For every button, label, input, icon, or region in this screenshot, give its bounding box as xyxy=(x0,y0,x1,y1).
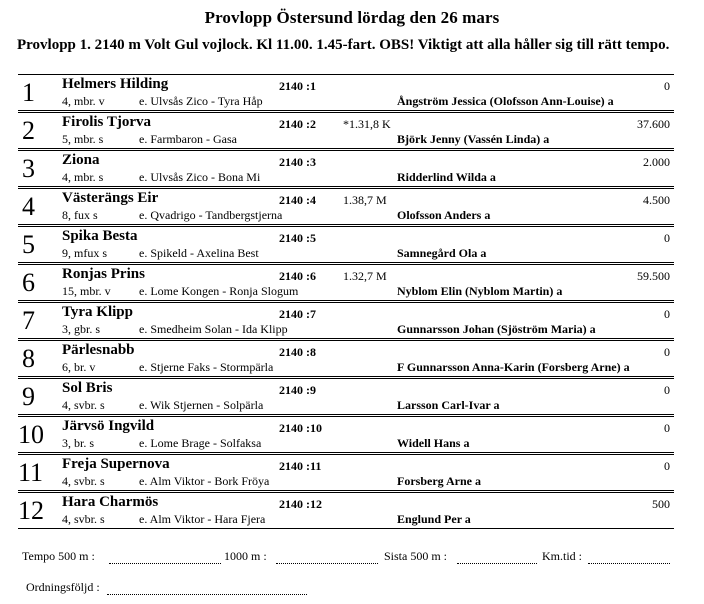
horse-name: Tyra Klipp xyxy=(62,304,133,320)
driver-name: Forsberg Arne a xyxy=(397,474,481,488)
horse-name: Hara Charmös xyxy=(62,494,159,510)
start-number: 3 xyxy=(22,154,35,183)
horse-name: Sol Bris xyxy=(62,380,113,396)
distance-post: 2140 :11 xyxy=(279,459,322,473)
pedigree: e. Wik Stjernen - Solpärla xyxy=(139,398,264,412)
tempo-1000-label: 1000 m : xyxy=(224,549,267,563)
earnings: 37.600 xyxy=(637,117,670,131)
horse-name: Ronjas Prins xyxy=(62,266,145,282)
earnings: 4.500 xyxy=(643,193,670,207)
horse-row xyxy=(18,264,674,301)
driver-name: Olofsson Anders a xyxy=(397,208,491,222)
start-list xyxy=(18,74,674,530)
horse-info: 3, br. s xyxy=(62,436,95,450)
start-number: 10 xyxy=(18,420,44,449)
distance-post: 2140 :1 xyxy=(279,79,316,93)
horse-name: Västerängs Eir xyxy=(62,190,159,206)
start-number: 6 xyxy=(22,268,35,297)
km-tid-blank xyxy=(588,552,670,564)
distance-post: 2140 :3 xyxy=(279,155,316,169)
earnings: 0 xyxy=(664,459,670,473)
horse-row xyxy=(18,340,674,377)
distance-post: 2140 :6 xyxy=(279,269,316,283)
distance-post: 2140 :4 xyxy=(279,193,316,207)
tempo-1000-blank xyxy=(276,552,378,564)
tempo-500-blank xyxy=(109,552,221,564)
horse-name: Spika Besta xyxy=(62,228,138,244)
horse-name: Ziona xyxy=(62,152,100,168)
horse-row xyxy=(18,226,674,263)
earnings: 500 xyxy=(652,497,670,511)
start-number: 11 xyxy=(18,458,44,487)
horse-info: 6, br. v xyxy=(62,360,96,374)
start-number: 1 xyxy=(22,78,35,107)
start-number: 12 xyxy=(18,496,44,525)
tempo-500-label: Tempo 500 m : xyxy=(22,549,95,563)
driver-name: F Gunnarsson Anna-Karin (Forsberg Arne) a xyxy=(397,360,630,374)
horse-info: 4, svbr. s xyxy=(62,398,105,412)
horse-name: Järvsö Ingvild xyxy=(62,418,155,434)
driver-name: Nyblom Elin (Nyblom Martin) a xyxy=(397,284,563,298)
horse-row xyxy=(18,416,674,453)
sista-500-label: Sista 500 m : xyxy=(384,549,448,563)
pedigree: e. Lome Kongen - Ronja Slogum xyxy=(139,284,299,298)
page-title: Provlopp Östersund lördag den 26 mars xyxy=(204,8,500,27)
distance-post: 2140 :7 xyxy=(279,307,316,321)
pedigree: e. Alm Viktor - Hara Fjera xyxy=(139,512,266,526)
ordningsfoljd-label: Ordningsföljd : xyxy=(26,580,100,594)
pedigree: e. Lome Brage - Solfaksa xyxy=(139,436,262,450)
driver-name: Larsson Carl-Ivar a xyxy=(397,398,500,412)
pedigree: e. Stjerne Faks - Stormpärla xyxy=(139,360,274,374)
horse-info: 15, mbr. v xyxy=(62,284,111,298)
horse-info: 5, mbr. s xyxy=(62,132,104,146)
driver-name: Englund Per a xyxy=(397,512,471,526)
driver-name: Björk Jenny (Vassén Linda) a xyxy=(397,132,550,146)
driver-name: Gunnarsson Johan (Sjöström Maria) a xyxy=(397,322,596,336)
km-tid-label: Km.tid : xyxy=(542,549,583,563)
horse-info: 4, svbr. s xyxy=(62,512,105,526)
horse-name: Pärlesnabb xyxy=(62,342,135,358)
pedigree: e. Alm Viktor - Bork Fröya xyxy=(139,474,270,488)
earnings: 2.000 xyxy=(643,155,670,169)
distance-post: 2140 :2 xyxy=(279,117,316,131)
pedigree: e. Farmbaron - Gasa xyxy=(139,132,237,146)
driver-name: Samnegård Ola a xyxy=(397,246,487,260)
horse-row xyxy=(18,492,674,529)
distance-post: 2140 :12 xyxy=(279,497,322,511)
ordningsfoljd-blank xyxy=(107,583,307,595)
record-time: *1.31,8 K xyxy=(343,117,391,131)
horse-row xyxy=(18,188,674,225)
earnings: 0 xyxy=(664,307,670,321)
sista-500-blank xyxy=(457,552,537,564)
distance-post: 2140 :5 xyxy=(279,231,316,245)
distance-post: 2140 :10 xyxy=(279,421,322,435)
horse-info: 4, svbr. s xyxy=(62,474,105,488)
earnings: 0 xyxy=(664,231,670,245)
horse-row xyxy=(18,112,674,149)
horse-name: Helmers Hilding xyxy=(62,76,169,92)
record-time: 1.32,7 M xyxy=(343,269,387,283)
earnings: 0 xyxy=(664,79,670,93)
race-description: Provlopp 1. 2140 m Volt Gul vojlock. Kl 11.00. 1.45-fart. OBS! Viktigt att alla håller sig till rätt tempo. xyxy=(17,37,670,53)
start-number: 2 xyxy=(22,116,35,145)
horse-info: 4, mbr. v xyxy=(62,94,105,108)
earnings: 0 xyxy=(664,383,670,397)
pedigree: e. Ulvsås Zico - Bona Mi xyxy=(139,170,261,184)
earnings: 59.500 xyxy=(637,269,670,283)
horse-info: 3, gbr. s xyxy=(62,322,101,336)
horse-info: 9, mfux s xyxy=(62,246,107,260)
start-number: 9 xyxy=(22,382,35,411)
horse-row xyxy=(18,150,674,187)
horse-row xyxy=(18,74,674,111)
record-time: 1.38,7 M xyxy=(343,193,387,207)
horse-info: 8, fux s xyxy=(62,208,98,222)
distance-post: 2140 :8 xyxy=(279,345,316,359)
horse-row xyxy=(18,454,674,491)
driver-name: Widell Hans a xyxy=(397,436,470,450)
start-number: 4 xyxy=(22,192,35,221)
horse-row xyxy=(18,302,674,339)
pedigree: e. Ulvsås Zico - Tyra Håp xyxy=(139,94,263,108)
pedigree: e. Smedheim Solan - Ida Klipp xyxy=(139,322,288,336)
pedigree: e. Spikeld - Axelina Best xyxy=(139,246,259,260)
earnings: 0 xyxy=(664,345,670,359)
start-number: 7 xyxy=(22,306,35,335)
horse-name: Freja Supernova xyxy=(62,456,170,472)
horse-name: Firolis Tjorva xyxy=(62,114,152,130)
pedigree: e. Qvadrigo - Tandbergstjerna xyxy=(139,208,283,222)
start-number: 5 xyxy=(22,230,35,259)
horse-info: 4, mbr. s xyxy=(62,170,104,184)
start-number: 8 xyxy=(22,344,35,373)
horse-row xyxy=(18,378,674,415)
distance-post: 2140 :9 xyxy=(279,383,316,397)
driver-name: Ridderlind Wilda a xyxy=(397,170,496,184)
earnings: 0 xyxy=(664,421,670,435)
driver-name: Ångström Jessica (Olofsson Ann-Louise) a xyxy=(397,94,614,108)
